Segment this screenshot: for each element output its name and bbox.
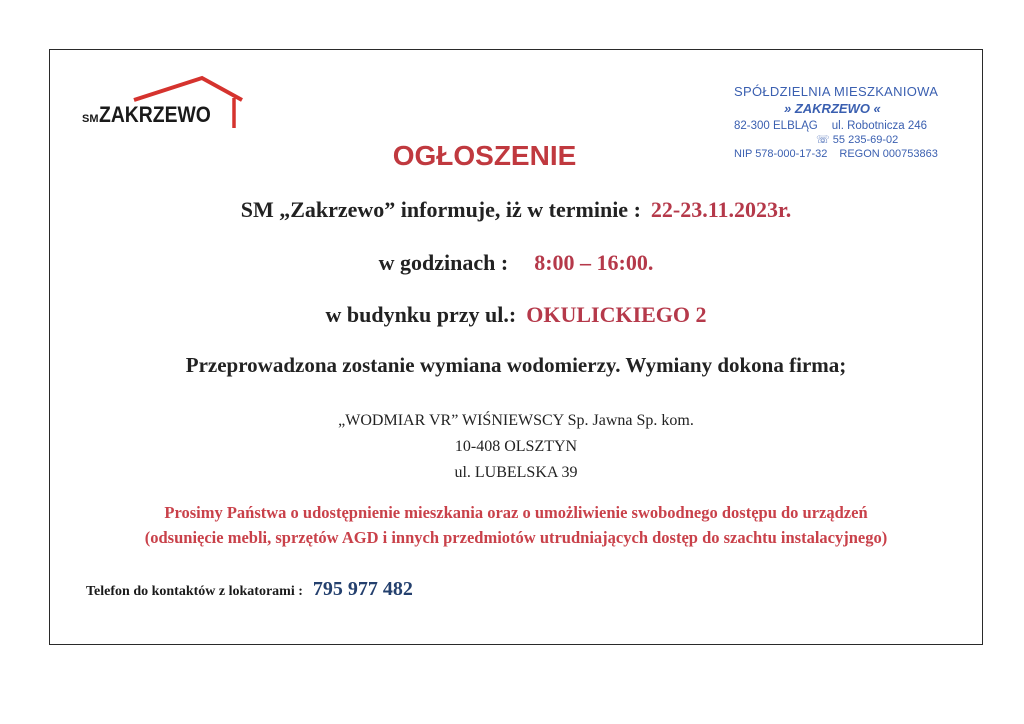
contact-number: 795 977 482	[312, 578, 413, 600]
stamp-street: ul. Robotnicza 246	[831, 120, 928, 132]
logo-name: ZAKRZEWO	[98, 102, 211, 127]
page-title: OGŁOSZENIE	[392, 140, 577, 171]
info-date: 22-23.11.2023r.	[650, 197, 792, 222]
stamp-postal: 82-300 ELBLĄG	[734, 120, 818, 132]
request-line1: Prosimy Państwa o udostępnienie mieszkania oraz o umożliwienie swobodnego dostępu do urządzeń	[164, 503, 868, 522]
company-city: 10-408 OLSZTYN	[454, 438, 578, 455]
stamp-phone: ☏ 55 235-69-02	[816, 134, 899, 146]
contact-label: Telefon do kontaktów z lokatorami :	[86, 584, 303, 599]
hours-line	[49, 250, 983, 276]
building-text: w budynku przy ul.:	[325, 302, 517, 327]
logo-prefix: SM	[82, 113, 99, 125]
stamp-nip: NIP 578-000-17-32	[734, 148, 828, 160]
company-street: ul. LUBELSKA 39	[454, 464, 578, 481]
request-line2: (odsunięcie mebli, sprzętów AGD i innych przedmiotów utrudniających dostęp do szachtu instalacyjnego)	[144, 528, 888, 547]
access-request	[49, 500, 983, 550]
stamp-regon: REGON 000753863	[839, 148, 938, 160]
stamp-line2: » ZAKRZEWO «	[784, 101, 881, 116]
stamp-line1: SPÓŁDZIELNIA MIESZKANIOWA	[734, 84, 939, 99]
info-text: SM „Zakrzewo” informuje, iż w terminie :	[240, 197, 641, 222]
company-address	[49, 408, 983, 486]
company-name: „WODMIAR VR” WIŚNIEWSCY Sp. Jawna Sp. kom.	[338, 412, 694, 429]
info-line	[49, 197, 983, 223]
exchange-line: Przeprowadzona zostanie wymiana wodomierzy. Wymiany dokona firma;	[185, 353, 847, 377]
hours-text: w godzinach :	[378, 250, 509, 275]
logo	[82, 74, 252, 134]
building-line	[49, 302, 983, 328]
building-value: OKULICKIEGO 2	[526, 302, 707, 327]
hours-value: 8:00 – 16:00.	[534, 250, 654, 275]
contact-phone	[86, 578, 413, 601]
